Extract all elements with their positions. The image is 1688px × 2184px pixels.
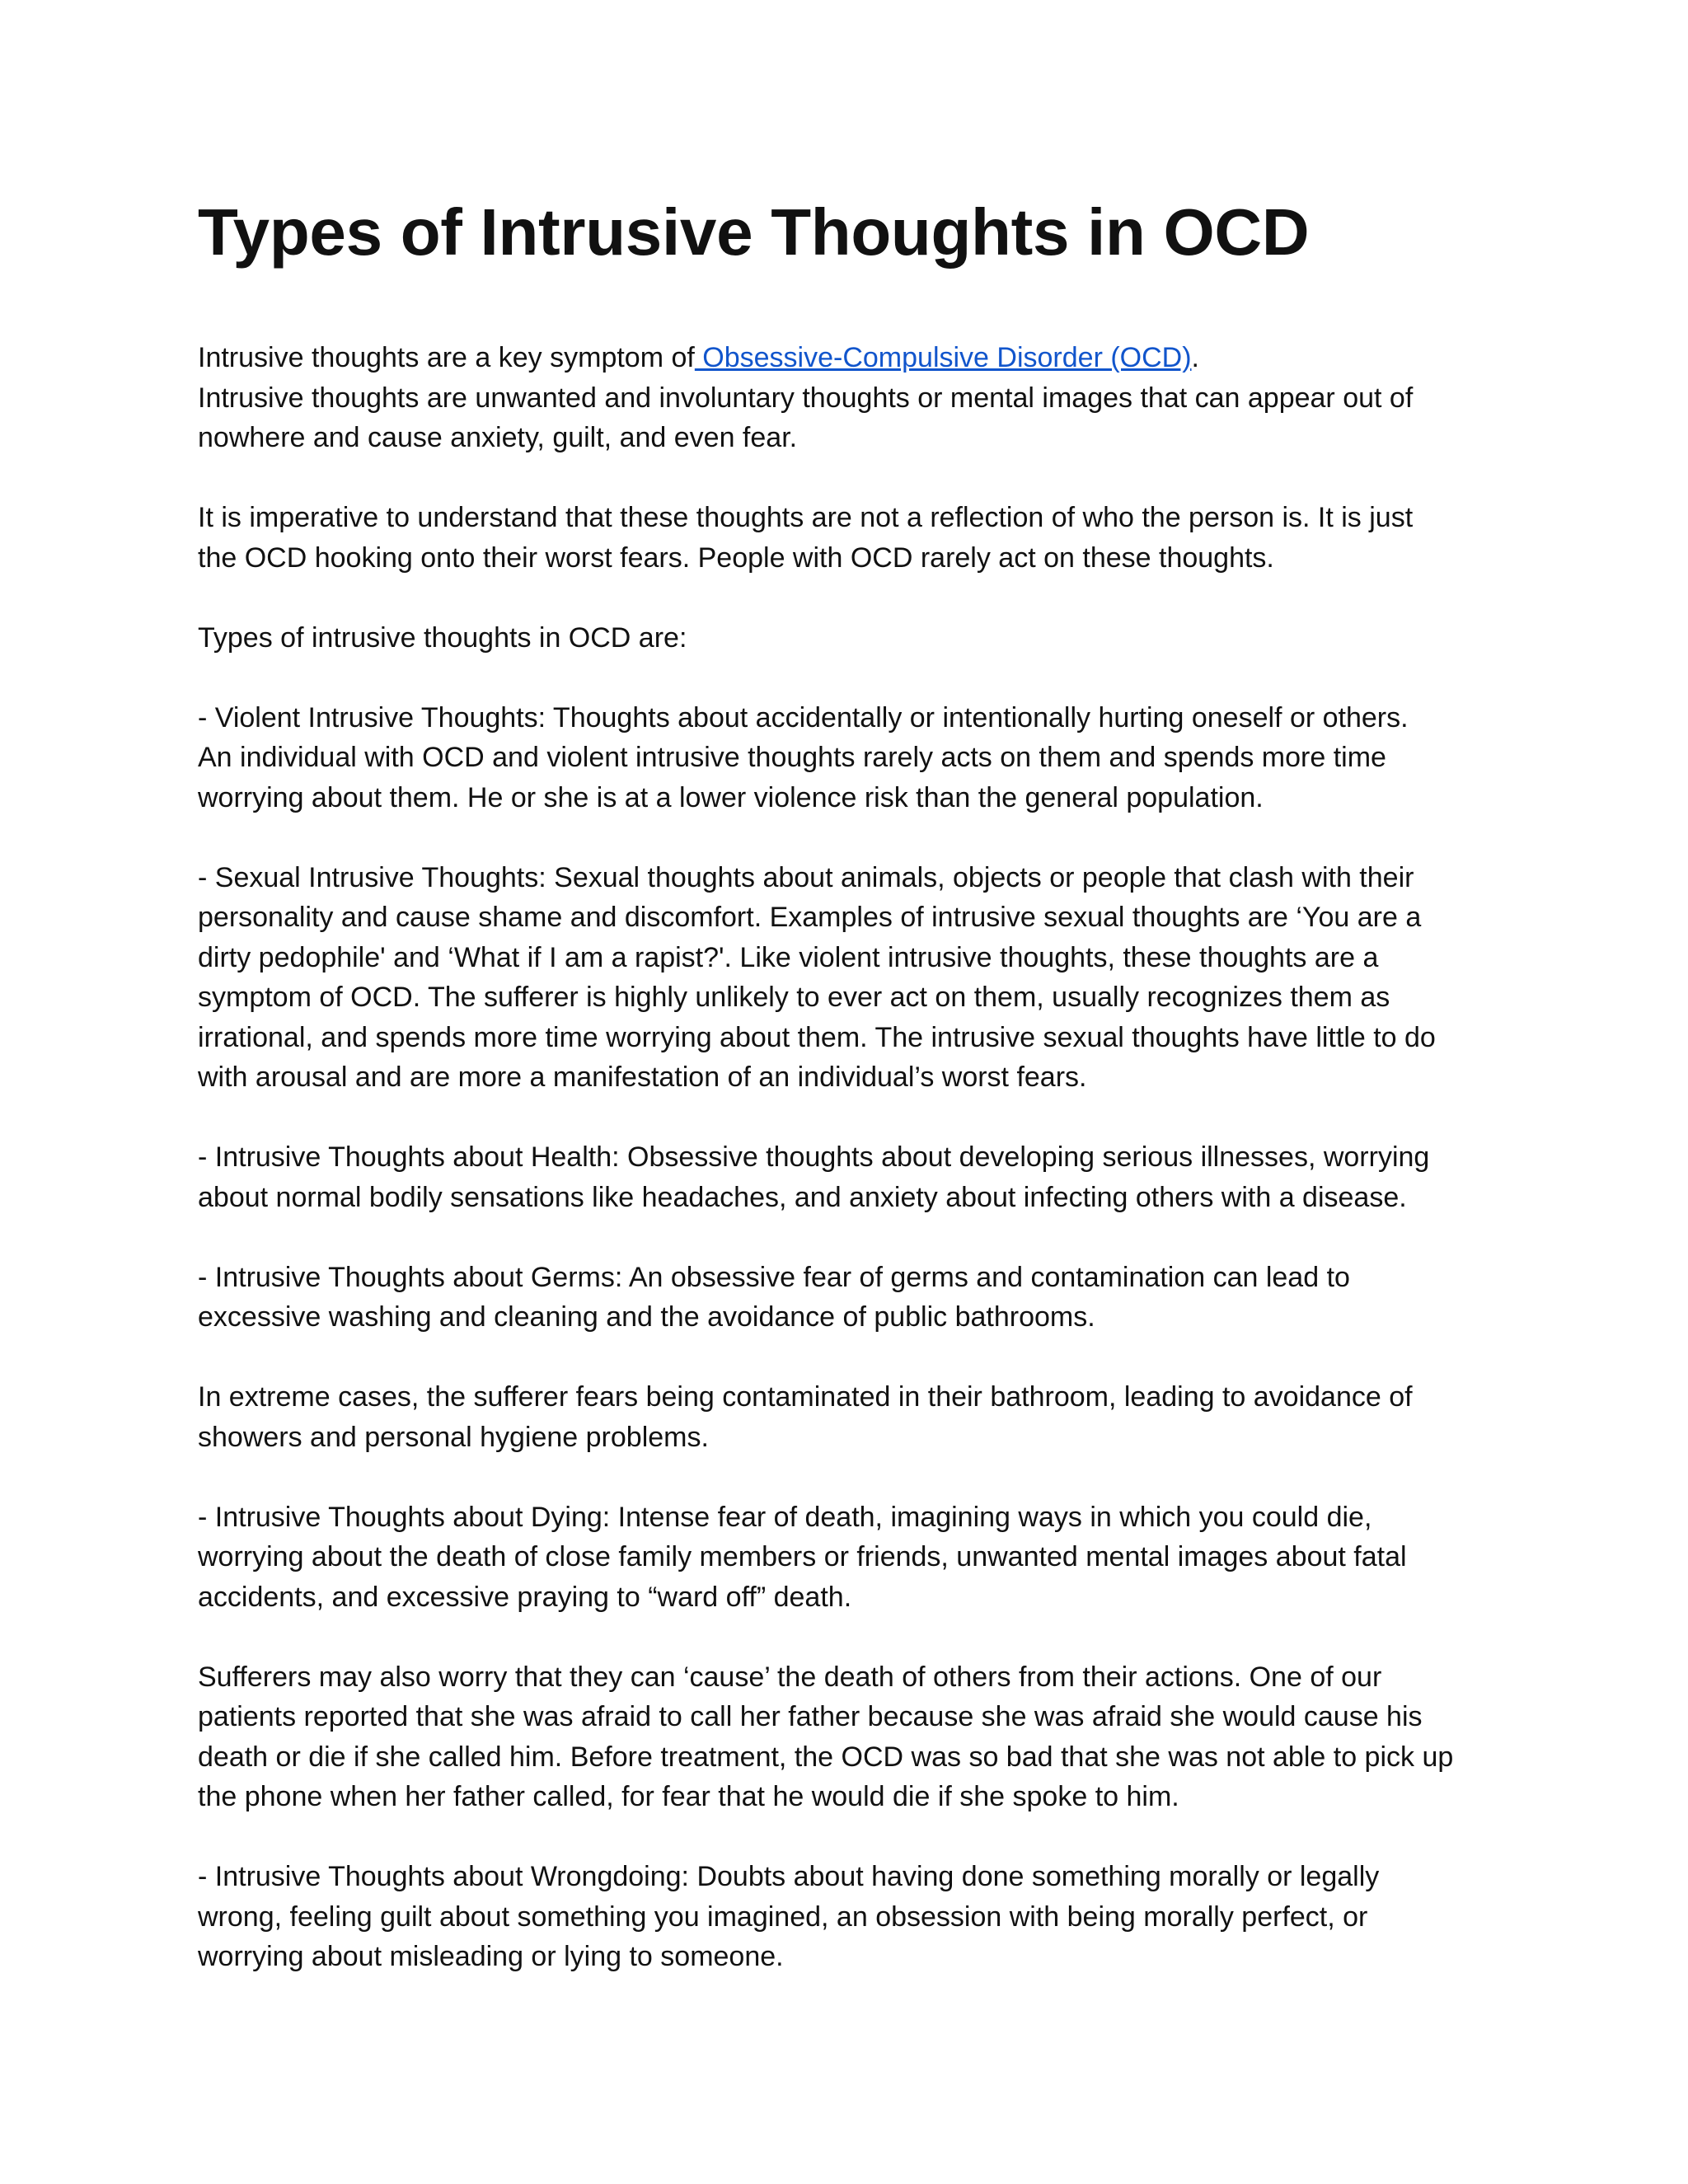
body-paragraph bbox=[198, 1497, 1500, 1618]
intro-text-after-link: . bbox=[1191, 342, 1199, 373]
intro-text-before-link: Intrusive thoughts are a key symptom of bbox=[198, 342, 695, 373]
body-paragraph bbox=[198, 1657, 1500, 1817]
paragraph-line: - Intrusive Thoughts about Wrongdoing: Doubts about having done something morally or legally bbox=[198, 1861, 1380, 1892]
paragraph-line: the phone when her father called, for fear that he would die if she spoke to him. bbox=[198, 1781, 1179, 1812]
paragraph-line: Types of intrusive thoughts in OCD are: bbox=[198, 621, 687, 654]
paragraph-line: - Intrusive Thoughts about Germs: An obsessive fear of germs and contamination can lead to bbox=[198, 1261, 1350, 1293]
intro-line-2: Intrusive thoughts are unwanted and involuntary thoughts or mental images that can appear out of bbox=[198, 382, 1414, 414]
paragraph-line: - Sexual Intrusive Thoughts: Sexual thoughts about animals, objects or people that clash with their bbox=[198, 861, 1414, 893]
ocd-link[interactable]: Obsessive-Compulsive Disorder (OCD) bbox=[694, 342, 1192, 373]
intro-line-1 bbox=[198, 338, 1500, 378]
paragraph-line: worrying about them. He or she is at a lower violence risk than the general population. bbox=[198, 781, 1264, 813]
paragraph-line: with arousal and are more a manifestation of an individual’s worst fears. bbox=[198, 1062, 1087, 1093]
paragraph-line: accidents, and excessive praying to “ward off” death. bbox=[198, 1581, 852, 1613]
paragraph-line: It is imperative to understand that these thoughts are not a reflection of who the person is. It is just bbox=[198, 502, 1414, 533]
paragraph-line: patients reported that she was afraid to call her father because she was afraid she would cause his bbox=[198, 1701, 1423, 1732]
paragraph-line: personality and cause shame and discomfort. Examples of intrusive sexual thoughts are ‘You are a bbox=[198, 902, 1422, 933]
body-paragraph bbox=[198, 858, 1500, 1098]
body-paragraph bbox=[198, 1377, 1500, 1457]
body-paragraph bbox=[198, 498, 1500, 578]
paragraph-line: wrong, feeling guilt about something you imagined, an obsession with being morally perfect, or bbox=[198, 1900, 1368, 1933]
paragraph-line: An individual with OCD and violent intrusive thoughts rarely acts on them and spends more time bbox=[198, 742, 1386, 773]
paragraph-line: symptom of OCD. The sufferer is highly unlikely to ever act on them, usually recognizes them as bbox=[198, 982, 1390, 1013]
body-paragraph bbox=[198, 618, 1500, 658]
paragraph-list bbox=[198, 498, 1500, 1977]
paragraph-line: - Intrusive Thoughts about Health: Obsessive thoughts about developing serious illnesses, worrying bbox=[198, 1141, 1430, 1173]
body-paragraph bbox=[198, 1137, 1500, 1217]
paragraph-line: - Intrusive Thoughts about Dying: Intense fear of death, imagining ways in which you could die, bbox=[198, 1501, 1372, 1533]
intro-line-3: nowhere and cause anxiety, guilt, and even fear. bbox=[198, 422, 798, 453]
paragraph-line: worrying about misleading or lying to someone. bbox=[198, 1941, 784, 1972]
paragraph-line: death or die if she called him. Before treatment, the OCD was so bad that she was not able to pick up bbox=[198, 1741, 1454, 1773]
paragraph-line: dirty pedophile' and ‘What if I am a rapist?'. Like violent intrusive thoughts, these thoughts are a bbox=[198, 941, 1379, 973]
paragraph-line: showers and personal hygiene problems. bbox=[198, 1421, 709, 1453]
paragraph-line: excessive washing and cleaning and the avoidance of public bathrooms. bbox=[198, 1301, 1095, 1333]
paragraph-line: Sufferers may also worry that they can ‘cause’ the death of others from their actions. One of our bbox=[198, 1661, 1382, 1693]
paragraph-line: about normal bodily sensations like headaches, and anxiety about infecting others with a disease. bbox=[198, 1181, 1407, 1213]
body-paragraph bbox=[198, 1258, 1500, 1338]
document-body bbox=[198, 338, 1500, 2017]
paragraph-line: worrying about the death of close family members or friends, unwanted mental images about fatal bbox=[198, 1541, 1407, 1572]
paragraph-line: the OCD hooking onto their worst fears. People with OCD rarely act on these thoughts. bbox=[198, 541, 1274, 574]
intro-paragraph bbox=[198, 338, 1500, 458]
paragraph-line: In extreme cases, the sufferer fears being contaminated in their bathroom, leading to avoidance of bbox=[198, 1381, 1413, 1413]
body-paragraph bbox=[198, 1857, 1500, 1977]
paragraph-line: irrational, and spends more time worrying about them. The intrusive sexual thoughts have little to do bbox=[198, 1021, 1436, 1053]
paragraph-line: - Violent Intrusive Thoughts: Thoughts about accidentally or intentionally hurting oneself or others. bbox=[198, 701, 1409, 733]
body-paragraph bbox=[198, 698, 1500, 818]
page-title: Types of Intrusive Thoughts in OCD bbox=[198, 195, 1310, 269]
